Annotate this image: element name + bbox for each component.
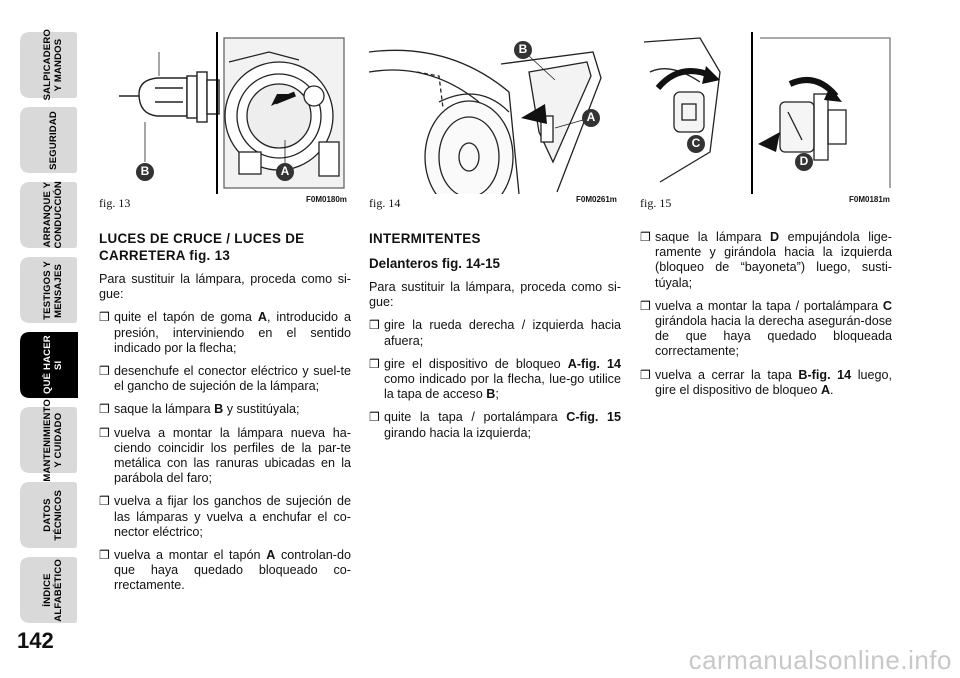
section-heading xyxy=(99,230,351,264)
list-item: ❒ vuelva a montar la lámpara nueva ha-ciendo coincidir los perfiles de la par-te metálica con las ranuras ubicadas en la parábola del faro; xyxy=(99,426,351,487)
figure-14 xyxy=(369,32,621,194)
tab-arranque[interactable] xyxy=(6,180,78,250)
list-item: ❒ saque la lámpara B y sustitúyala; xyxy=(99,402,351,417)
tab-que-hacer-si[interactable] xyxy=(6,330,78,400)
callout-c: C xyxy=(691,136,701,150)
tab-label: TESTIGOS Y MENSAJES xyxy=(42,260,64,320)
tab-label: DATOS TÉCNICOS xyxy=(42,489,64,541)
tab-label: MANTENIMIENTO Y CUIDADO xyxy=(42,398,64,482)
tab-indice[interactable] xyxy=(6,555,78,625)
list-item: ❒ vuelva a fijar los ganchos de sujeción de las lámparas y vuelva a enchufar el co-nector eléctrico; xyxy=(99,494,351,540)
column-luces-cruce xyxy=(99,230,351,602)
tab-label: ÍNDICE ALFABÉTICO xyxy=(42,558,64,622)
figure-13-label: fig. 13 xyxy=(99,196,131,210)
intro-text: Para sustituir la lámpara, proceda como si-gue: xyxy=(99,272,351,302)
callout-d: D xyxy=(799,154,809,168)
callout-b: B xyxy=(140,164,150,178)
section-heading: INTERMITENTES xyxy=(369,231,481,246)
figure-15 xyxy=(640,32,892,194)
list-item: ❒ vuelva a cerrar la tapa B-fig. 14 luego, gire el dispositivo de bloqueo A. xyxy=(640,368,892,398)
column-continuation xyxy=(640,230,892,406)
figure-14-code: F0M0261m xyxy=(576,195,617,204)
list-item: ❒ quite el tapón de goma A, introducido a presión, interviniendo en el sentido indicado por la flecha; xyxy=(99,310,351,356)
tab-mantenimiento[interactable] xyxy=(6,398,78,482)
tab-label: ARRANQUE Y CONDUCCIÓN xyxy=(42,181,64,249)
list-item: ❒ vuelva a montar la tapa / portalámpara C girándola hacia la derecha asegurán-dose de que haya quedado bloqueada correctamente; xyxy=(640,299,892,360)
heading-line2: CARRETERA fig. 13 xyxy=(99,248,231,263)
figure-15-label: fig. 15 xyxy=(640,196,672,210)
intro-text: Para sustituir la lámpara, proceda como si-gue: xyxy=(369,280,621,310)
list-item: ❒ saque la lámpara D empujándola lige-ramente y girándola hacia la izquierda (bloqueo de “bayoneta”) luego, susti-túyala; xyxy=(640,230,892,291)
tab-label: SALPICADERO Y MANDOS xyxy=(42,29,64,101)
column-intermitentes xyxy=(369,230,621,449)
callout-a: A xyxy=(280,164,290,178)
list-item: ❒ gire el dispositivo de bloqueo A-fig. 14 como indicado por la flecha, lue-go utilice la tapa de acceso B; xyxy=(369,357,621,403)
list-item: ❒ vuelva a montar el tapón A controlan-do que haya quedado bloqueado co-rrectamente. xyxy=(99,548,351,594)
figure-14-label: fig. 14 xyxy=(369,196,401,210)
list-item: ❒ gire la rueda derecha / izquierda hacia afuera; xyxy=(369,318,621,348)
tab-seguridad[interactable] xyxy=(6,105,78,175)
page-number: 142 xyxy=(17,628,54,653)
figure-15-code: F0M0181m xyxy=(849,195,890,204)
tab-datos[interactable] xyxy=(6,480,78,550)
tab-label: QUÉ HACER SI xyxy=(42,335,64,395)
list-item: ❒ desenchufe el conector eléctrico y suel-te el gancho de sujeción de la lámpara; xyxy=(99,364,351,394)
callout-a: A xyxy=(586,110,596,124)
heading-line1: LUCES DE CRUCE / LUCES DE xyxy=(99,231,305,246)
figure-13-code: F0M0180m xyxy=(306,195,347,204)
list-item: ❒ quite la tapa / portalámpara C-fig. 15 girando hacia la izquierda; xyxy=(369,410,621,440)
watermark: carmanualsonline.info xyxy=(688,645,952,675)
subheading: Delanteros fig. 14-15 xyxy=(369,256,500,271)
tab-label: SEGURIDAD xyxy=(47,110,59,170)
tab-testigos[interactable] xyxy=(6,255,78,325)
callout-b: B xyxy=(518,42,528,56)
tab-salpicadero[interactable] xyxy=(6,30,78,100)
figure-13 xyxy=(99,32,351,194)
